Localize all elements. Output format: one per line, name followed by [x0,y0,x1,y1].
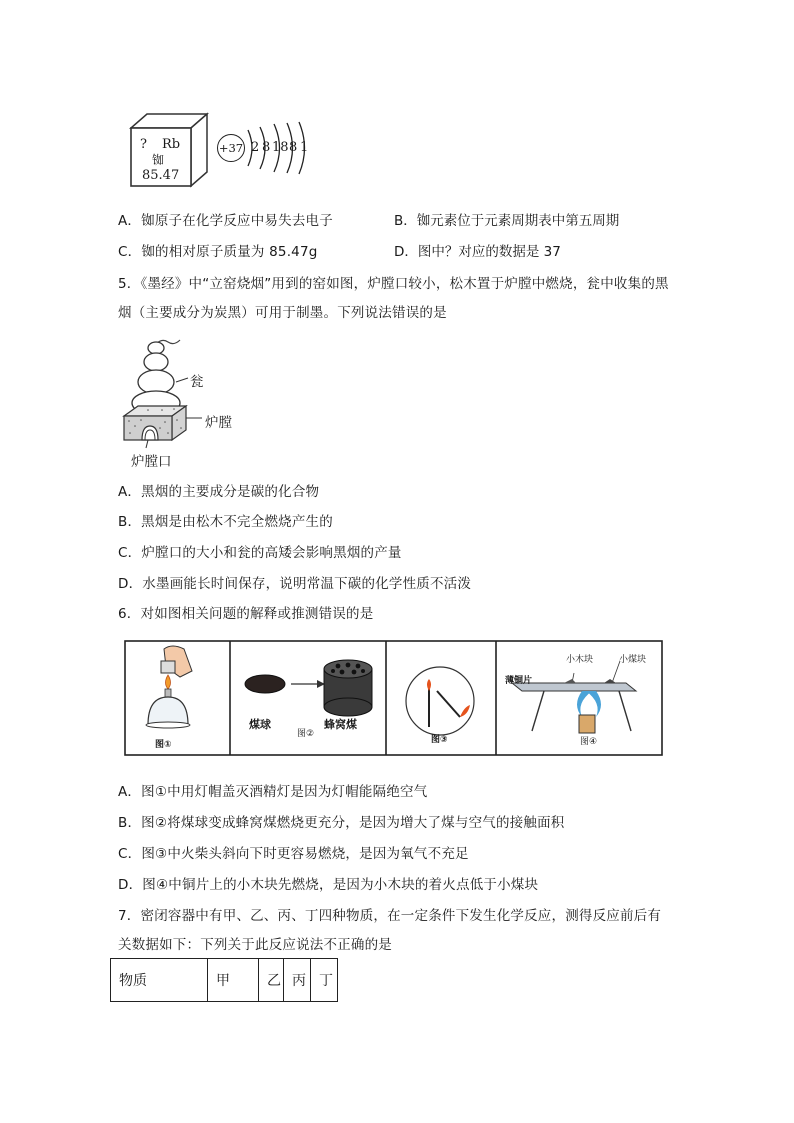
fig1-label: 图① [155,740,172,750]
element-symbol: Rb [162,137,181,152]
table-header-cell: 丁 [311,959,338,1002]
shell-electrons-5: 1 [300,140,309,155]
q7-stem-line1: 7．密闭容器中有甲、乙、丙、丁四种物质，在一定条件下发生化学反应，测得反应前后有 [118,908,662,924]
matches-drawing [406,667,474,735]
q5-option-b: B．黑烟是由松木不完全燃烧产生的 [118,514,333,530]
q4-option-c: C．铷的相对原子质量为 85.47g [118,244,318,260]
q7-stem-line2: 关数据如下：下列关于此反应说法不正确的是 [118,937,392,953]
fig4-wood-label: 小木块 [566,655,594,665]
shell-electrons-4: 8 [289,140,298,155]
shell-electrons-1: 2 [251,140,260,155]
table-header-cell: 物质 [111,959,208,1002]
q6-option-d: D．图④中铜片上的小木块先燃烧，是因为小木块的着火点低于小煤块 [118,877,539,893]
nucleus-charge: +37 [217,134,245,162]
q4-option-b: B．铷元素位于元素周期表中第五周期 [394,213,620,229]
q6-option-b: B．图②将煤球变成蜂窝煤燃烧更充分，是因为增大了煤与空气的接触面积 [118,815,565,831]
fig4-coal-label: 小煤块 [619,655,647,665]
q4-option-d: D．图中？对应的数据是 37 [394,244,561,260]
label-lutangkou: 炉膛口 [131,454,172,470]
element-atomic-mass: 85.47 [142,168,180,183]
kiln-drawing [118,330,268,470]
q5-stem-line1: 5．《墨经》中“立窑烧烟”用到的窑如图，炉膛口较小，松木置于炉膛中燃烧，瓮中收集的黑 [118,276,669,292]
q5-option-a: A．黑烟的主要成分是碳的化合物 [118,484,320,500]
q5-option-d: D．水墨画能长时间保存，说明常温下碳的化学性质不活泼 [118,576,472,592]
label-lutang: 炉膛 [205,415,232,431]
fig2-label: 图② [297,729,315,739]
fig2-honeycomb-label: 蜂窝煤 [324,718,357,731]
table-header-cell: 甲 [208,959,259,1002]
q5-stem-line2: 烟（主要成分为炭黑）可用于制墨。下列说法错误的是 [118,305,447,321]
element-atomic-number-unknown: ? [140,137,147,152]
q6-option-c: C．图③中火柴头斜向下时更容易燃烧，是因为氧气不充足 [118,846,469,862]
q4-option-a: A．铷原子在化学反应中易失去电子 [118,213,333,229]
shell-electrons-3: 18 [272,140,289,155]
table-header-cell: 乙 [259,959,284,1002]
element-name: 铷 [152,153,165,167]
fig4-label: 图④ [580,737,598,747]
fig4-plate-label: 薄铜片 [505,676,533,686]
q6-option-a: A．图①中用灯帽盖灭酒精灯是因为灯帽能隔绝空气 [118,784,428,800]
table-row [111,959,338,1002]
fig2-coal-ball-label: 煤球 [249,718,271,731]
q6-stem: 6．对如图相关问题的解释或推测错误的是 [118,606,374,622]
label-weng: 瓮 [190,374,204,390]
q5-option-c: C．炉膛口的大小和瓮的高矮会影响黑烟的产量 [118,545,402,561]
fig3-label: 图③ [431,735,448,745]
table-header-cell: 丙 [284,959,311,1002]
shell-electrons-2: 8 [262,140,271,155]
q7-data-table [110,958,338,1002]
